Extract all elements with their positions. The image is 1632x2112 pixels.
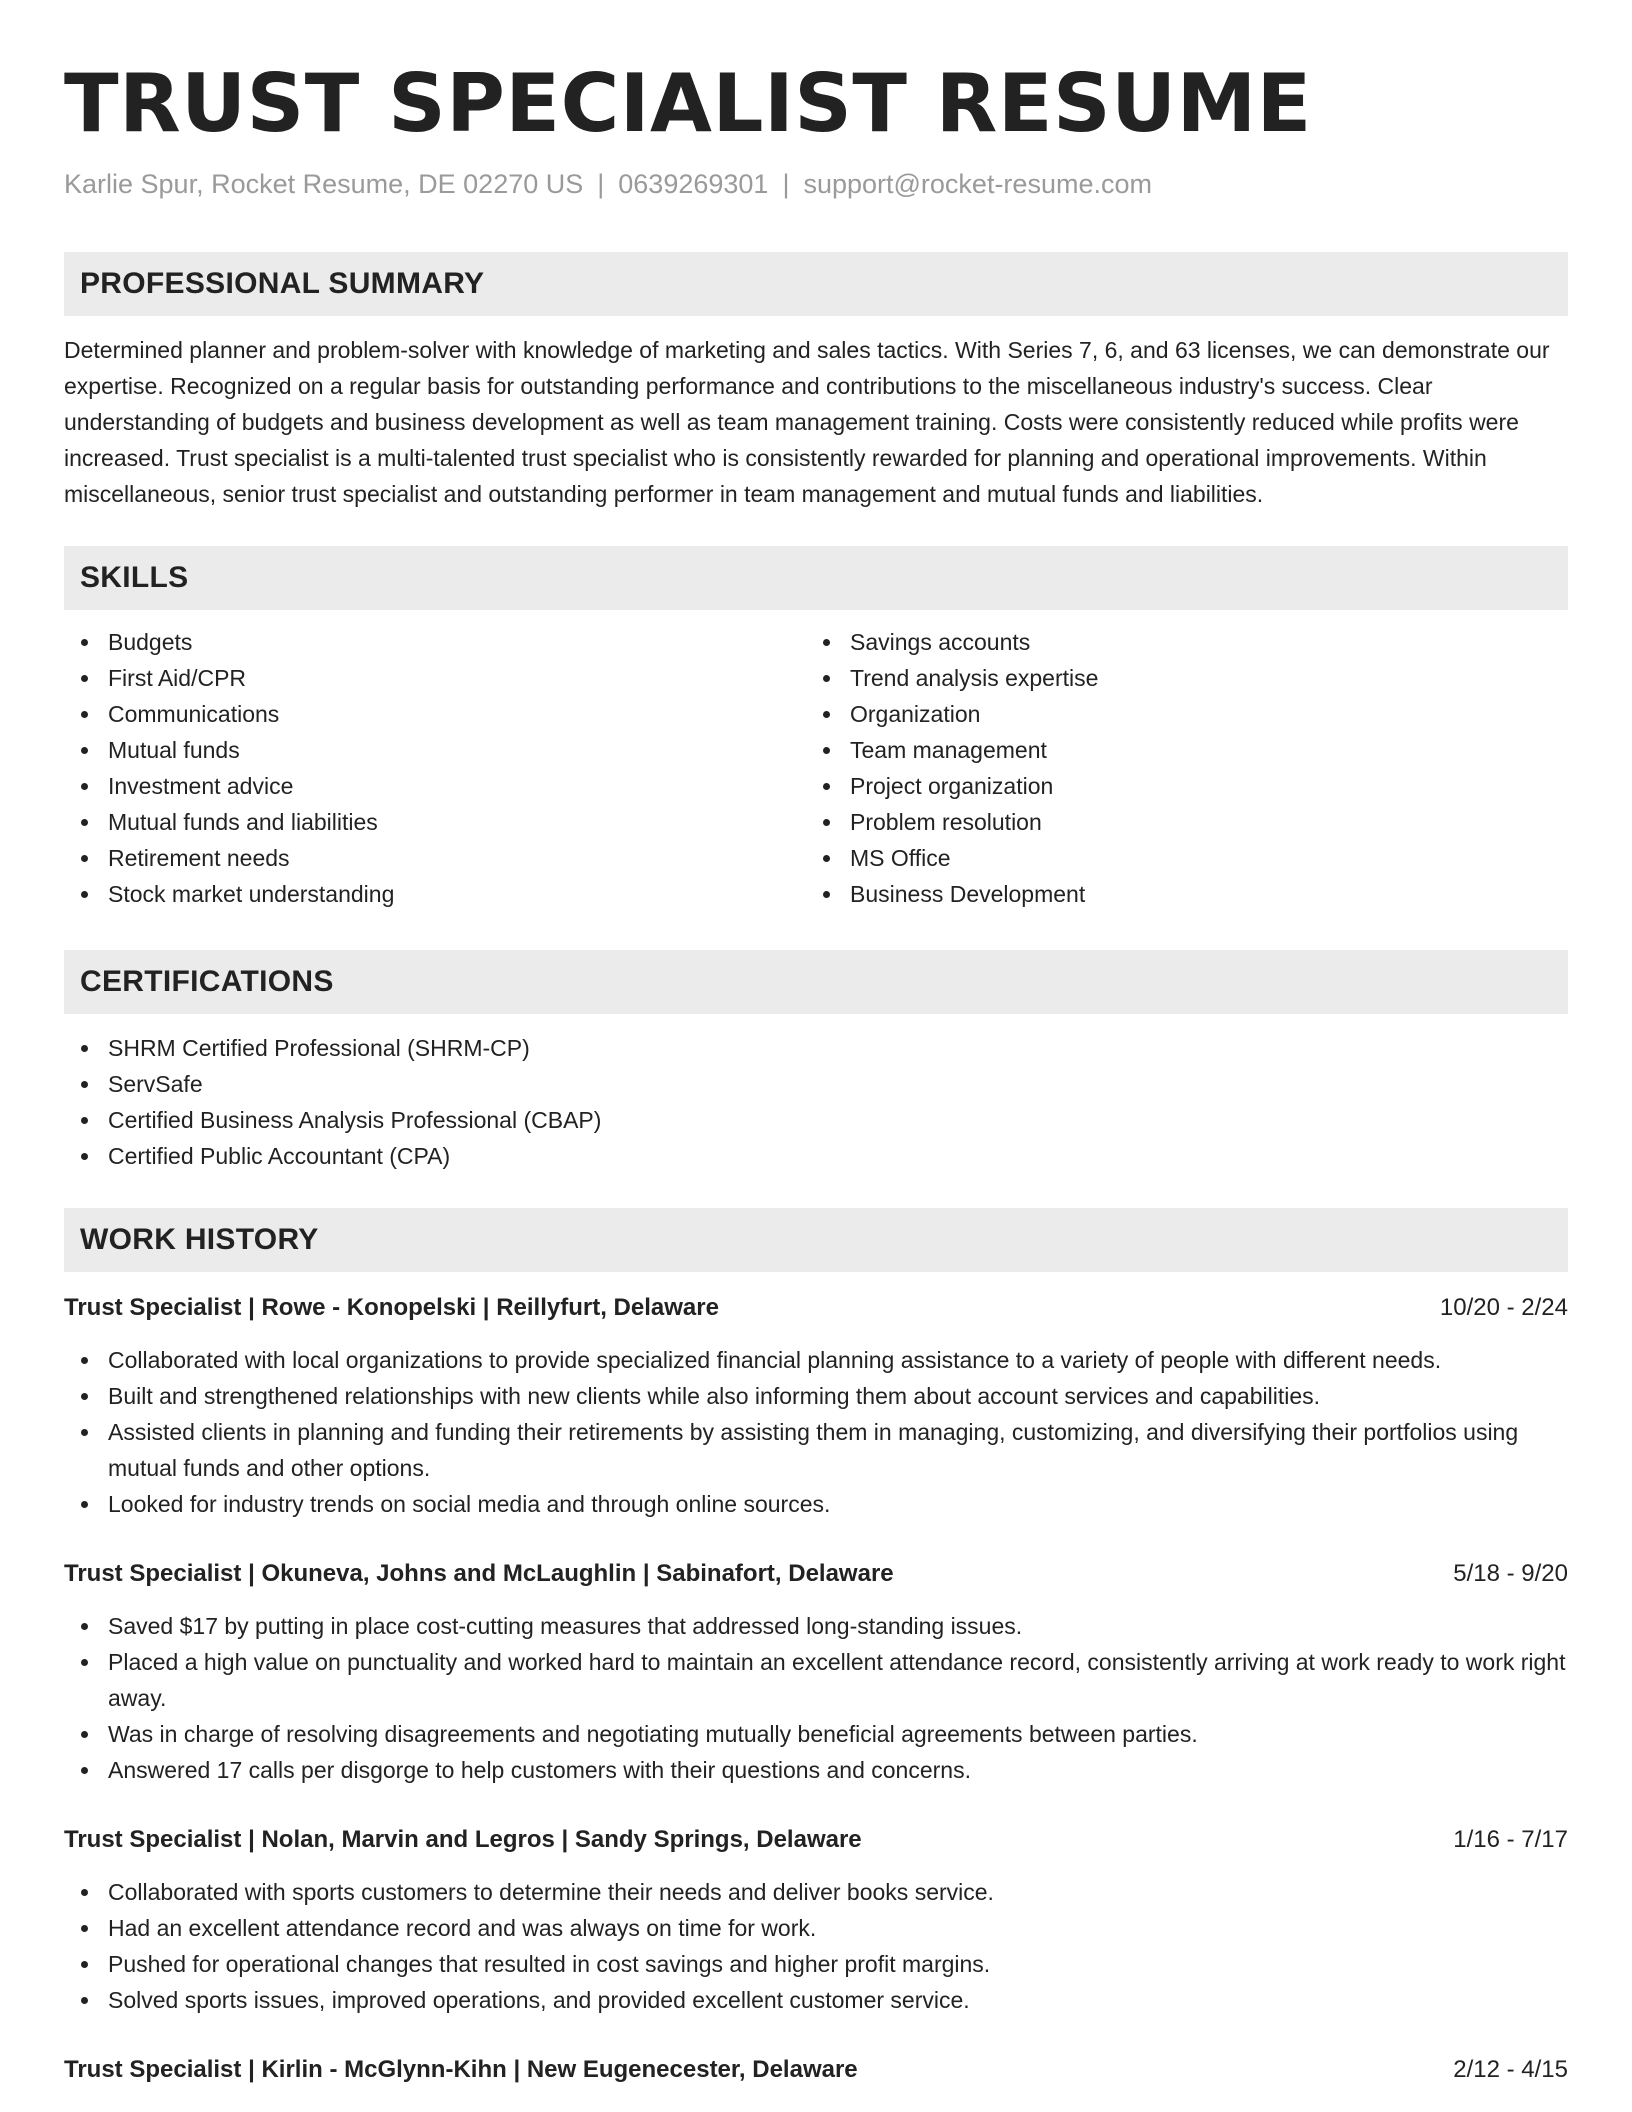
contact-address: Karlie Spur, Rocket Resume, DE 02270 US: [64, 169, 584, 199]
job-bullet: Assisted clients in planning and funding their retirements by assisting them in managing, customizing, and diversifying their portfolios using mutual funds and other options.: [64, 1414, 1568, 1486]
contact-separator: |: [597, 169, 605, 199]
skill-item: Trend analysis expertise: [806, 660, 1548, 696]
skill-item: Savings accounts: [806, 624, 1548, 660]
job-bullet: Looked for industry trends on social media and through online sources.: [64, 1486, 1568, 1522]
job-title: Trust Specialist | Nolan, Marvin and Legros | Sandy Springs, Delaware: [64, 1826, 862, 1853]
job-bullet: Was in charge of resolving disagreements and negotiating mutually beneficial agreements between parties.: [64, 1716, 1568, 1752]
skill-item: Budgets: [64, 624, 806, 660]
contact-phone: 0639269301: [618, 169, 769, 199]
summary-text: Determined planner and problem-solver with knowledge of marketing and sales tactics. With Series 7, 6, and 63 licenses, we can demonstrate our expertise. Recognized on a regular basis for outstanding performance and contributions to the miscellaneous industry's success. Clear understanding of budgets and business development as well as team management training. Costs were consistently reduced while profits were increased. Trust specialist is a multi-talented trust specialist who is consistently rewarded for planning and operational improvements. Within miscellaneous, senior trust specialist and outstanding performer in team management and mutual funds and liabilities.: [64, 337, 1550, 507]
skill-item: Project organization: [806, 768, 1548, 804]
job-entry: [64, 2052, 1568, 2088]
skill-item: Mutual funds: [64, 732, 806, 768]
job-title: Trust Specialist | Rowe - Konopelski | Reillyfurt, Delaware: [64, 1294, 719, 1321]
job-entry: [64, 1822, 1568, 2018]
job-header: [64, 1556, 1568, 1592]
contact-email[interactable]: support@rocket-resume.com: [803, 169, 1152, 199]
job-title: Trust Specialist | Okuneva, Johns and McLaughlin | Sabinafort, Delaware: [64, 1560, 894, 1587]
section-heading-work-history: WORK HISTORY: [64, 1208, 1568, 1272]
job-dates: 5/18 - 9/20: [1453, 1560, 1568, 1587]
skill-item: MS Office: [806, 840, 1548, 876]
certification-item: Certified Public Accountant (CPA): [64, 1138, 1568, 1174]
job-dates: 1/16 - 7/17: [1453, 1826, 1568, 1853]
job-header: [64, 2052, 1568, 2088]
job-bullet: Had an excellent attendance record and was always on time for work.: [64, 1910, 1568, 1946]
resume-page: [64, 56, 1568, 2088]
job-dates: 2/12 - 4/15: [1453, 2056, 1568, 2083]
certification-item: Certified Business Analysis Professional (CBAP): [64, 1102, 1568, 1138]
section-heading-skills: SKILLS: [64, 546, 1568, 610]
job-entry: [64, 1556, 1568, 1788]
job-dates: 10/20 - 2/24: [1439, 1294, 1568, 1321]
skill-item: Business Development: [806, 876, 1548, 912]
job-entry: [64, 1290, 1568, 1522]
skill-item: Communications: [64, 696, 806, 732]
job-bullet: Built and strengthened relationships with new clients while also informing them about account services and capabilities.: [64, 1378, 1568, 1414]
skills-columns: [64, 624, 1568, 912]
skill-item: Investment advice: [64, 768, 806, 804]
skills-list-right: [806, 624, 1548, 912]
job-bullet: Solved sports issues, improved operations, and provided excellent customer service.: [64, 1982, 1568, 2018]
job-bullet: Collaborated with sports customers to determine their needs and deliver books service.: [64, 1874, 1568, 1910]
job-bullets: [64, 1342, 1568, 1522]
contact-separator: |: [782, 169, 790, 199]
job-bullets: [64, 1608, 1568, 1788]
section-heading-certifications: CERTIFICATIONS: [64, 950, 1568, 1014]
certification-item: ServSafe: [64, 1066, 1568, 1102]
skill-item: Retirement needs: [64, 840, 806, 876]
job-bullet: Saved $17 by putting in place cost-cutting measures that addressed long-standing issues.: [64, 1608, 1568, 1644]
job-header: [64, 1290, 1568, 1326]
job-bullet: Pushed for operational changes that resulted in cost savings and higher profit margins.: [64, 1946, 1568, 1982]
job-header: [64, 1822, 1568, 1858]
skill-item: Problem resolution: [806, 804, 1548, 840]
job-bullet: Collaborated with local organizations to provide specialized financial planning assistance to a variety of people with different needs.: [64, 1342, 1568, 1378]
section-heading-summary: PROFESSIONAL SUMMARY: [64, 252, 1568, 316]
job-bullet: Placed a high value on punctuality and worked hard to maintain an excellent attendance record, consistently arriving at work ready to work right away.: [64, 1644, 1568, 1716]
skills-list-left: [64, 624, 806, 912]
certifications-list: [64, 1030, 1568, 1174]
skill-item: Stock market understanding: [64, 876, 806, 912]
skill-item: Team management: [806, 732, 1548, 768]
job-bullets: [64, 1874, 1568, 2018]
skill-item: First Aid/CPR: [64, 660, 806, 696]
job-title: Trust Specialist | Kirlin - McGlynn-Kihn | New Eugenecester, Delaware: [64, 2056, 858, 2083]
skill-item: Organization: [806, 696, 1548, 732]
resume-title: TRUST SPECIALIST RESUME: [64, 57, 1312, 150]
contact-line: [64, 166, 1568, 202]
skill-item: Mutual funds and liabilities: [64, 804, 806, 840]
certification-item: SHRM Certified Professional (SHRM-CP): [64, 1030, 1568, 1066]
job-bullet: Answered 17 calls per disgorge to help customers with their questions and concerns.: [64, 1752, 1568, 1788]
